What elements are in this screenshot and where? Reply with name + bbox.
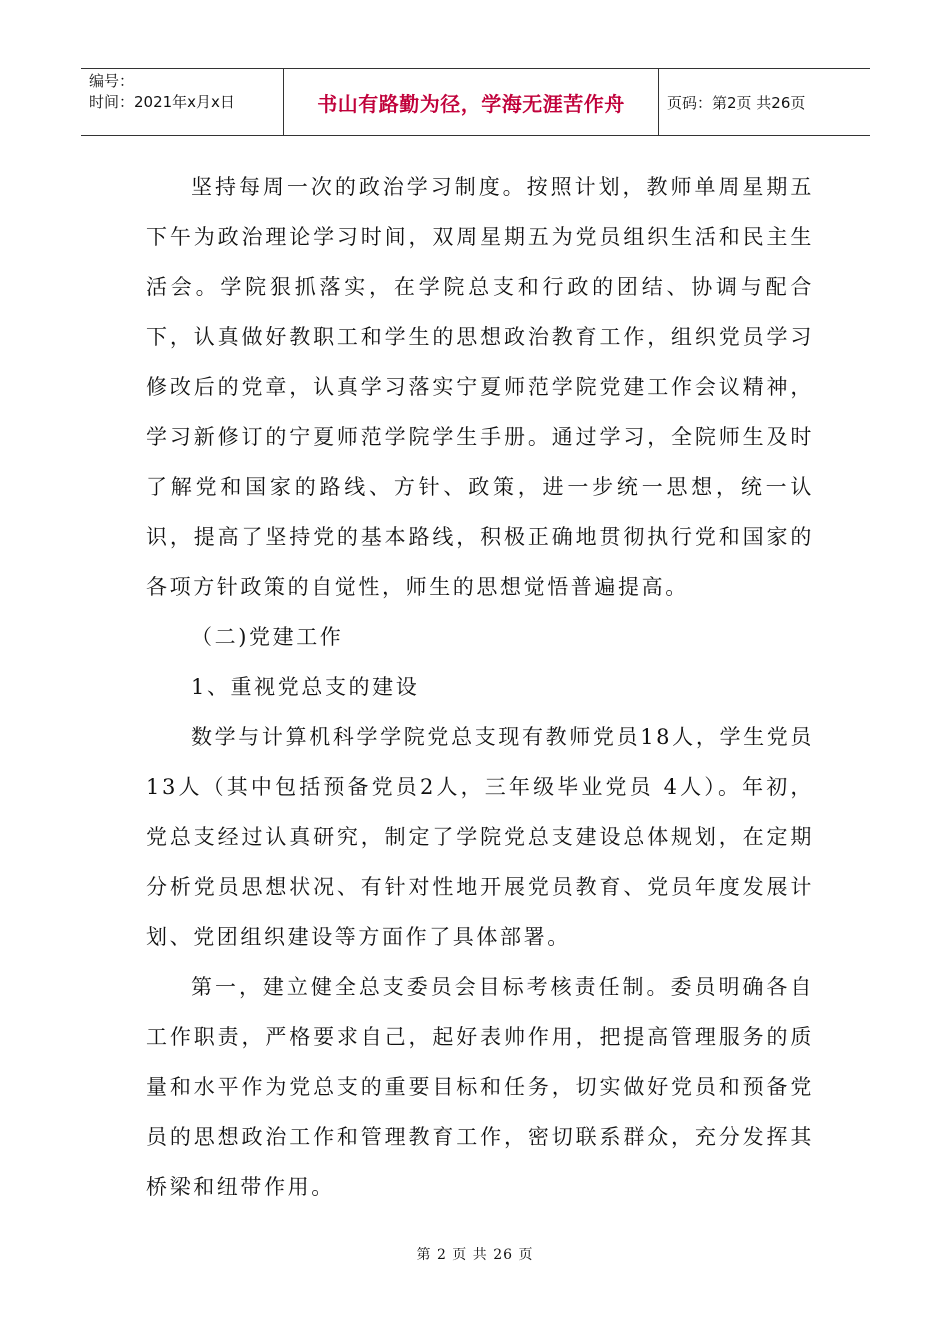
header-page-info: 页码：第2页 共26页 [667,93,806,112]
subsection-heading-branch: 1、重视党总支的建设 [191,675,420,699]
document-body [146,162,814,1212]
section-heading-party-building: （二)党建工作 [191,625,344,649]
page-header [81,68,870,136]
document-code-label: 编号： [89,72,135,90]
header-meta [81,69,284,135]
document-time: 时间：2021年x月x日 [89,93,235,111]
paragraph-responsibility-system: 第一，建立健全总支委员会目标考核责任制。委员明确各自工作职责，严格要求自己，起好表帅作用，把提高管理服务的质量和水平作为党总支的重要目标和任务，切实做好党员和预备党员的思想政治工作和管理教育工作，密切联系群众，充分发挥其桥梁和纽带作用。 [146,975,814,1199]
header-motto: 书山有路勤为径，学海无涯苦作舟 [284,69,659,135]
paragraph-political-study: 坚持每周一次的政治学习制度。按照计划，教师单周星期五下午为政治理论学习时间，双周星期五为党员组织生活和民主生活会。学院狠抓落实，在学院总支和行政的团结、协调与配合下，认真做好教职工和学生的思想政治教育工作，组织党员学习修改后的党章，认真学习落实宁夏师范学院党建工作会议精神，学习新修订的宁夏师范学院学生手册。通过学习，全院师生及时了解党和国家的路线、方针、政策，进一步统一思想，统一认识，提高了坚持党的基本路线，积极正确地贯彻执行党和国家的各项方针政策的自觉性，师生的思想觉悟普遍提高。 [146,175,814,599]
paragraph-branch-overview: 数学与计算机科学学院党总支现有教师党员18人，学生党员13人（其中包括预备党员2人，三年级毕业党员 4人）。年初，党总支经过认真研究，制定了学院党总支建设总体规划，在定期分析党员思想状况、有针对性地开展党员教育、党员年度发展计划、党团组织建设等方面作了具体部署。 [146,725,814,949]
page-footer: 第 2 页 共 26 页 [416,1247,534,1263]
